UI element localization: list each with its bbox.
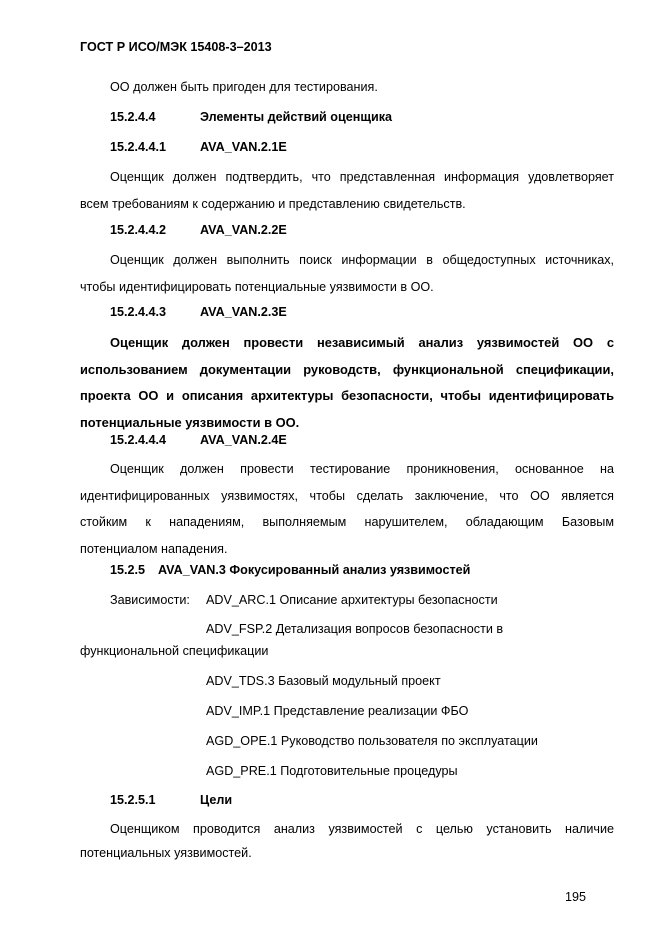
heading-15-2-5: [110, 563, 470, 578]
paragraph-5: [80, 822, 614, 873]
heading-title: AVA_VAN.2.3E: [200, 305, 287, 319]
heading-number: 15.2.4.4: [110, 110, 156, 124]
heading-number: 15.2.4.4.2: [110, 223, 167, 237]
dependency-item-continued: функциональной спецификации: [80, 644, 269, 658]
paragraph-4: [80, 462, 614, 568]
heading-title: AVA_VAN.2.4E: [200, 433, 287, 447]
paragraph-3-bold: [80, 335, 614, 441]
dependency-item: ADV_ARC.1 Описание архитектуры безопасности: [206, 593, 498, 607]
paragraph-line: использованием документации руководств, функциональной спецификации,: [80, 361, 614, 377]
heading-title: AVA_VAN.2.2E: [200, 223, 287, 237]
dependency-item: ADV_TDS.3 Базовый модульный проект: [206, 674, 441, 688]
heading-number: 15.2.4.4.3: [110, 305, 167, 319]
paragraph-line: Оценщик должен выполнить поиск информации в общедоступных источниках,: [110, 253, 614, 267]
paragraph-1: [80, 170, 614, 223]
dependency-item: AGD_OPE.1 Руководство пользователя по эксплуатации: [206, 734, 538, 748]
heading-title: AVA_VAN.3 Фокусированный анализ уязвимостей: [158, 563, 471, 577]
heading-15-2-4-4-1: [110, 140, 287, 155]
paragraph-2: [80, 253, 614, 306]
document-header: ГОСТ Р ИСО/МЭК 15408-3–2013: [80, 40, 272, 54]
paragraph-line: проекта ОО и описания архитектуры безопасности, чтобы идентифицировать: [80, 388, 614, 403]
paragraph-line: чтобы идентифицировать потенциальные уязвимости в ОО.: [80, 279, 434, 294]
intro-line: ОО должен быть пригоден для тестирования.: [110, 80, 378, 94]
paragraph-line: Оценщиком проводится анализ уязвимостей с целью установить наличие: [110, 822, 614, 836]
paragraph-line: потенциальных уязвимостей.: [80, 846, 252, 860]
heading-number: 15.2.5: [110, 563, 146, 577]
heading-number: 15.2.5.1: [110, 793, 156, 807]
paragraph-line: стойким к нападениям, выполняемым нарушителем, обладающим Базовым: [80, 515, 614, 529]
paragraph-line: идентифицированных уязвимостях, чтобы сделать заключение, что ОО является: [80, 488, 614, 503]
paragraph-line: всем требованиям к содержанию и представлению свидетельств.: [80, 196, 466, 211]
heading-title: Цели: [200, 793, 233, 807]
heading-number: 15.2.4.4.1: [110, 140, 167, 154]
dependency-item: ADV_IMP.1 Представление реализации ФБО: [206, 704, 469, 718]
dependency-item: AGD_PRE.1 Подготовительные процедуры: [206, 764, 458, 778]
heading-15-2-4-4-3: [110, 305, 287, 320]
paragraph-line: потенциальные уязвимости в ОО.: [80, 414, 300, 430]
heading-15-2-5-1: [110, 793, 232, 808]
paragraph-line: Оценщик должен провести тестирование проникновения, основанное на: [110, 462, 614, 476]
paragraph-line: потенциалом нападения.: [80, 541, 228, 556]
heading-15-2-4-4: [110, 110, 392, 125]
paragraph-line: Оценщик должен подтвердить, что представленная информация удовлетворяет: [110, 170, 614, 184]
heading-title: AVA_VAN.2.1E: [200, 140, 287, 154]
heading-title: Элементы действий оценщика: [200, 110, 393, 124]
dependencies-row-1: [110, 593, 498, 608]
page-number: 195: [565, 890, 587, 904]
heading-15-2-4-4-4: [110, 433, 287, 448]
dependency-item: ADV_FSP.2 Детализация вопросов безопасности в: [206, 622, 504, 636]
heading-number: 15.2.4.4.4: [110, 433, 167, 447]
heading-15-2-4-4-2: [110, 223, 287, 238]
paragraph-line: Оценщик должен провести независимый анализ уязвимостей ОО с: [110, 335, 614, 350]
dependencies-label: Зависимости:: [110, 593, 190, 607]
